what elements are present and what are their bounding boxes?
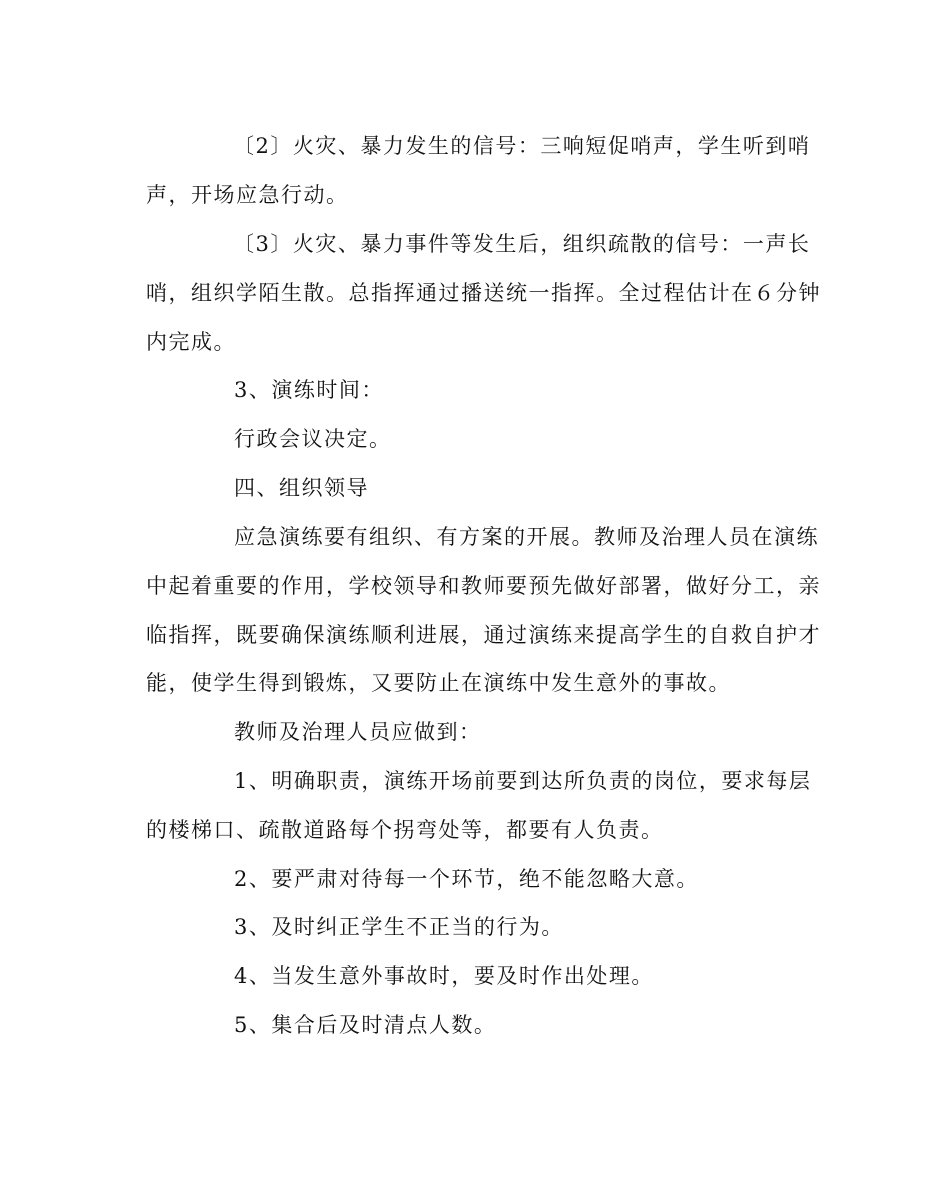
paragraph-line: 哨，组织学陌生散。总指挥通过播送统一指挥。全过程估计在６分钟 <box>146 281 821 305</box>
paragraph-line: 教师及治理人员应做到： <box>234 720 482 744</box>
paragraph-line: 行政会议决定。 <box>234 427 392 451</box>
paragraph-line: 能，使学生得到锻炼，又要防止在演练中发生意外的事故。 <box>146 671 731 695</box>
list-item: 3、及时纠正学生不正当的行为。 <box>234 915 564 939</box>
paragraph-line: 内完成。 <box>146 330 236 354</box>
paragraph-line: 〔3〕火灾、暴力事件等发生后，组织疏散的信号：一声长 <box>233 232 811 256</box>
paragraph-line: 中起着重要的作用，学校领导和教师要预先做好部署，做好分工，亲 <box>146 574 821 598</box>
paragraph-line: 临指挥，既要确保演练顺利进展，通过演练来提高学生的自救自护才 <box>146 623 821 647</box>
section-heading: 四、组织领导 <box>234 476 369 500</box>
list-item: 5、集合后及时清点人数。 <box>234 1013 497 1037</box>
list-item: 4、当发生意外事故时，要及时作出处理。 <box>234 964 654 988</box>
paragraph-line: 1、明确职责，演练开场前要到达所负责的岗位，要求每层 <box>234 769 812 793</box>
list-item: 2、要严肃对待每一个环节，绝不能忽略大意。 <box>234 867 699 891</box>
paragraph-line: 声，开场应急行动。 <box>146 183 349 207</box>
paragraph-line: 的楼梯口、疏散道路每个拐弯处等，都要有人负责。 <box>146 818 664 842</box>
paragraph-line: 应急演练要有组织、有方案的开展。教师及治理人员在演练 <box>234 525 819 549</box>
paragraph-line: 〔2〕火灾、暴力发生的信号：三响短促哨声，学生听到哨 <box>233 134 811 158</box>
paragraph-line: 3、演练时间： <box>234 378 384 402</box>
